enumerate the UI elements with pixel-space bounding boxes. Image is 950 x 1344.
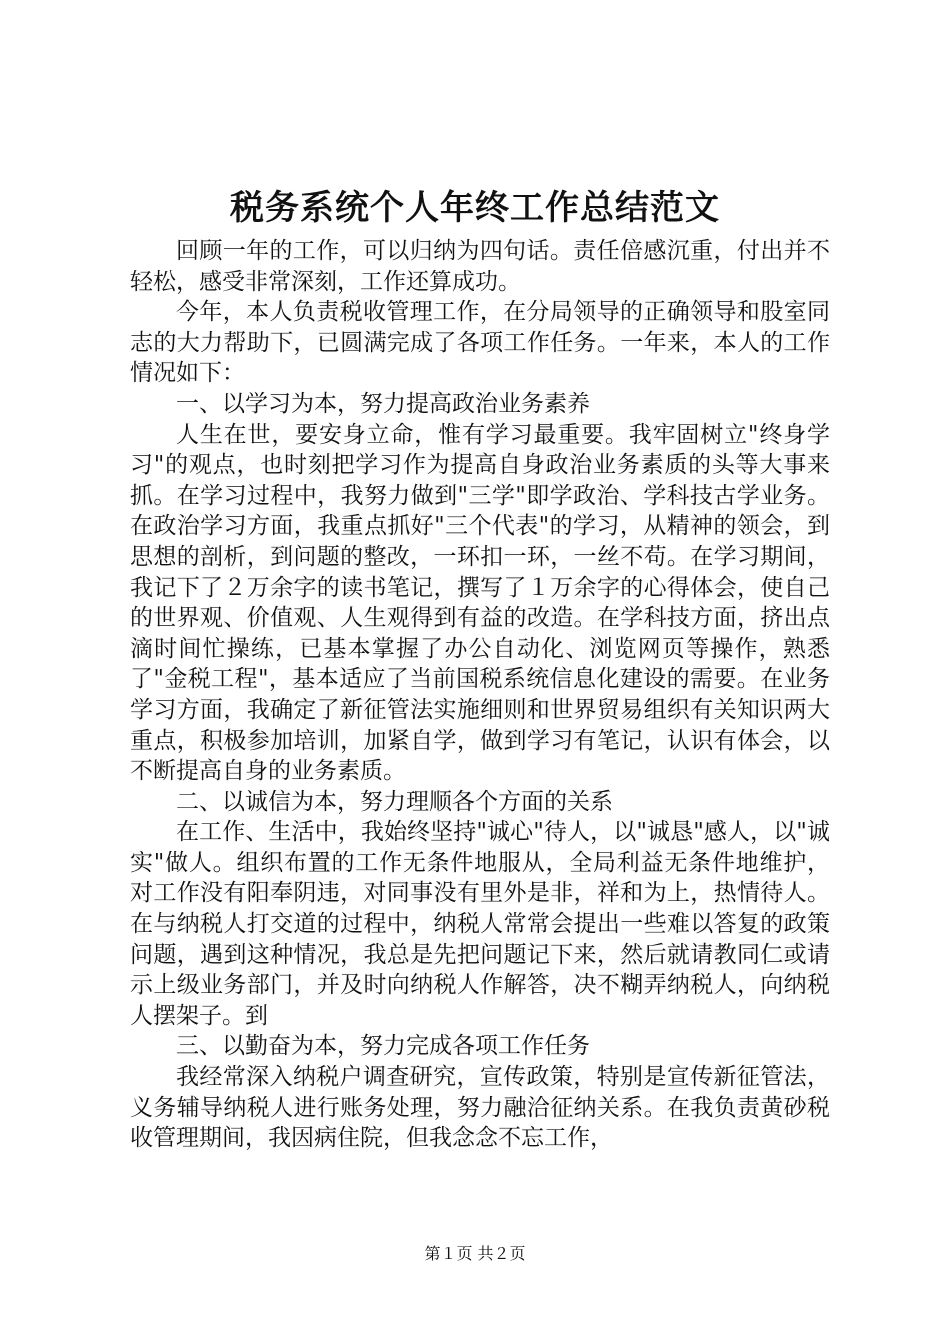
document-body bbox=[130, 236, 830, 1154]
paragraph-study: 人生在世，要安身立命，惟有学习最重要。我牢固树立"终身学习"的观点，也时刻把学习作为提高自身政治业务素质的头等大事来抓。在学习过程中，我努力做到"三学"即学政治、学科技古学业务。在政治学习方面，我重点抓好"三个代表"的学习，从精神的领会，到思想的剖析，到问题的整改，一环扣一环，一丝不苟。在学习期间，我记下了２万余字的读书笔记，撰写了１万余字的心得体会，使自己的世界观、价值观、人生观得到有益的改造。在学科技方面，挤出点滴时间忙操练，已基本掌握了办公自动化、浏览网页等操作，熟悉了"金税工程"，基本适应了当前国税系统信息化建设的需要。在业务学习方面，我确定了新征管法实施细则和世界贸易组织有关知识两大重点，积极参加培训，加紧自学，做到学习有笔记，认识有体会，以不断提高自身的业务素质。 bbox=[130, 421, 830, 785]
paragraph-intro: 回顾一年的工作，可以归纳为四句话。责任倍感沉重，付出并不轻松，感受非常深刻，工作还算成功。 bbox=[130, 238, 830, 295]
section-heading-3: 三、以勤奋为本，努力完成各项工作任务 bbox=[176, 1033, 590, 1060]
section-heading-2: 二、以诚信为本，努力理顺各个方面的关系 bbox=[176, 788, 613, 815]
section-heading-1: 一、以学习为本，努力提高政治业务素养 bbox=[176, 390, 590, 417]
document-title: 税务系统个人年终工作总结范文 bbox=[230, 188, 720, 228]
page-number-footer: 第１页 共２页 bbox=[424, 1244, 526, 1263]
paragraph-diligence: 我经常深入纳税户调查研究，宣传政策，特别是宣传新征管法，义务辅导纳税人进行账务处理，努力融洽征纳关系。在我负责黄砂税收管理期间，我因病住院，但我念念不忘工作， bbox=[130, 1064, 830, 1152]
paragraph-integrity: 在工作、生活中，我始终坚持"诚心"待人，以"诚恳"感人，以"诚实"做人。组织布置的工作无条件地服从，全局利益无条件地维护，对工作没有阳奉阴违，对同事没有里外是非，祥和为上，热情待人。在与纳税人打交道的过程中，纳税人常常会提出一些难以答复的政策问题，遇到这种情况，我总是先把问题记下来，然后就请教同仁或请示上级业务部门，并及时向纳税人作解答，决不糊弄纳税人，向纳税人摆架子。到 bbox=[130, 819, 830, 1029]
paragraph-overview: 今年，本人负责税收管理工作，在分局领导的正确领导和股室同志的大力帮助下，已圆满完成了各项工作任务。一年来，本人的工作情况如下： bbox=[130, 299, 830, 387]
